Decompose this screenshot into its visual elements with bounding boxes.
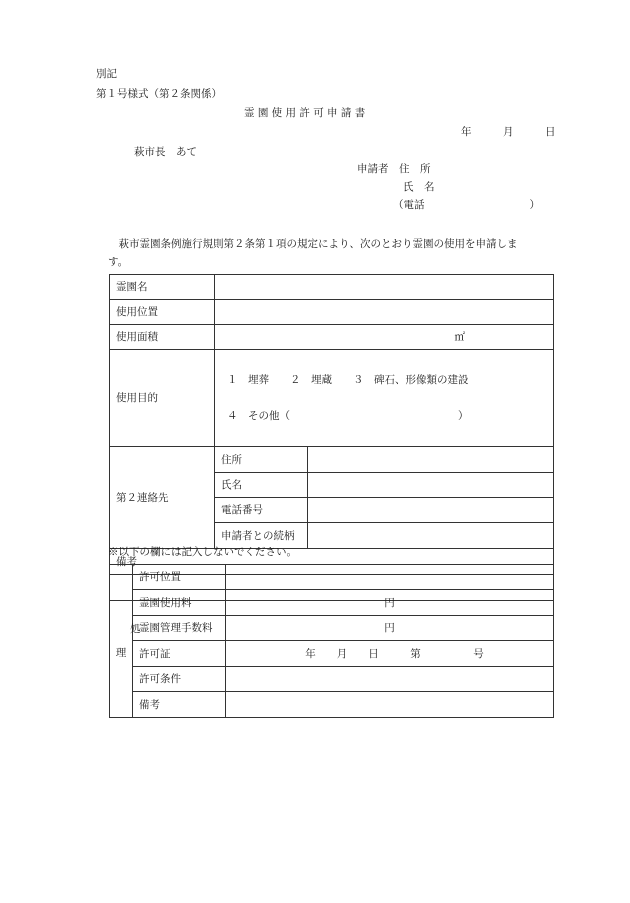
intro-line-1: 萩市霊園条例施行規則第２条第１項の規定により、次のとおり霊園の使用を申請しま xyxy=(108,238,518,250)
processing-side-label xyxy=(110,565,141,718)
office-row-value: 円 xyxy=(226,590,554,616)
cemetery-name-label: 霊園名 xyxy=(110,275,215,300)
office-use-note: ※以下の欄には記入しないでください。 xyxy=(108,546,297,558)
office-row-label: 許可条件 xyxy=(133,667,226,692)
purpose-field[interactable] xyxy=(215,350,554,447)
purpose-label: 使用目的 xyxy=(110,350,215,447)
bekki-label: 別記 xyxy=(96,68,117,80)
applicant-address-label: 申請者 住 所 xyxy=(357,163,431,175)
date-line: 年 月 日 xyxy=(461,126,556,138)
purpose-options-line-2: ４ その他（ ） xyxy=(227,410,469,422)
addressee: 萩市長 あて xyxy=(134,146,197,158)
phone-line: （電話 ） xyxy=(393,199,540,211)
cemetery-name-field[interactable] xyxy=(215,275,554,300)
office-row-value xyxy=(226,692,554,718)
contact-address-label: 住所 xyxy=(215,447,308,473)
office-row-label: 霊園管理手数料 xyxy=(133,616,226,641)
office-row-label: 霊園使用料 xyxy=(133,590,226,616)
area-field[interactable] xyxy=(215,325,554,350)
contact-address-field[interactable] xyxy=(308,447,554,473)
office-row-value xyxy=(226,565,554,590)
office-row-value xyxy=(226,667,554,692)
purpose-options-line-1: １ 埋葬 ２ 埋蔵 ３ 碑石、形像類の建設 xyxy=(227,374,469,386)
office-row-label: 許可位置 xyxy=(133,565,226,590)
contact-name-field[interactable] xyxy=(308,473,554,498)
processing-char-2: 理 xyxy=(115,647,127,659)
office-use-table xyxy=(109,564,554,718)
office-row-value: 年 月 日 第 号 xyxy=(226,641,554,667)
document-title: 霊 園 使 用 許 可 申 請 書 xyxy=(244,107,366,119)
processing-char-1: 処 xyxy=(130,623,141,635)
office-row-label: 許可証 xyxy=(133,641,226,667)
area-unit: ㎡ xyxy=(454,331,465,343)
form-number: 第１号様式（第２条関係） xyxy=(96,88,222,100)
contact-relation-field[interactable] xyxy=(308,523,554,549)
contact-phone-label: 電話番号 xyxy=(215,498,308,523)
intro-line-2: す。 xyxy=(108,256,129,268)
contact-name-label: 氏名 xyxy=(215,473,308,498)
office-row-value: 円 xyxy=(226,616,554,641)
remarks-label: 備考 xyxy=(110,549,554,575)
area-label: 使用面積 xyxy=(110,325,215,350)
location-label: 使用位置 xyxy=(110,300,215,325)
applicant-name-label: 氏 名 xyxy=(403,181,435,193)
second-contact-label: 第２連絡先 xyxy=(110,447,215,549)
contact-phone-field[interactable] xyxy=(308,498,554,523)
contact-relation-label: 申請者との続柄 xyxy=(215,523,308,549)
location-field[interactable] xyxy=(215,300,554,325)
office-row-label: 備考 xyxy=(133,692,226,718)
